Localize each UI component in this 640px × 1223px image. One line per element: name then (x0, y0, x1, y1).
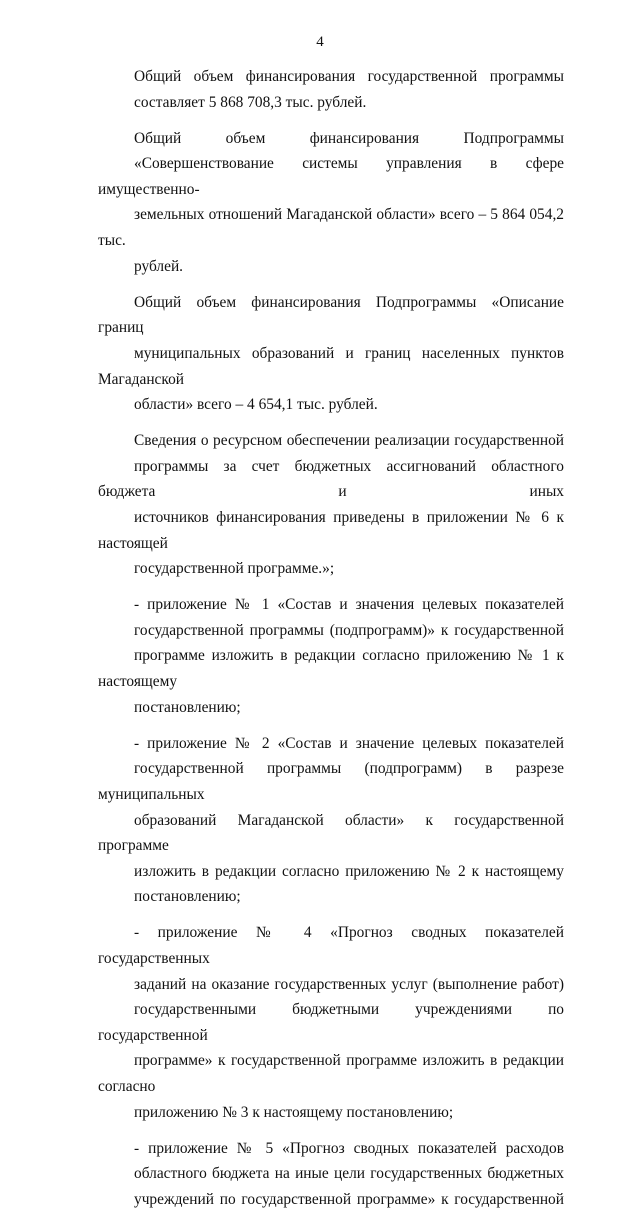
text-line: постановлению; (134, 698, 241, 716)
text-line: Общий объем финансирования Подпрограммы (134, 129, 564, 147)
text-line: программе» к государственной программе изложить в редакции согласно (98, 1052, 564, 1095)
text-line: «Совершенствование системы управления в сфере имущественно- (98, 155, 564, 198)
text-line: государственной программы (подпрограмм) в разрезе муниципальных (98, 760, 564, 803)
page-number: 4 (316, 34, 324, 50)
paragraph-appendix-4 (98, 920, 564, 1125)
text-line: составляет 5 868 708,3 тыс. рублей. (134, 93, 367, 111)
paragraph-subprogram-2-financing (98, 290, 564, 418)
text-line: Общий объем финансирования Подпрограммы «Описание границ (98, 293, 564, 337)
paragraph-appendix-1 (98, 592, 564, 720)
text-line: учреждений по государственной программе» к государственной (134, 1190, 564, 1208)
text-line: программе изложить в редакции согласно приложению № 1 к настоящему (98, 647, 564, 691)
paragraph-total-financing (98, 64, 564, 115)
text-line: области» всего – 4 654,1 тыс. рублей. (134, 396, 378, 414)
text-line: программы за счет бюджетных ассигнований областного бюджета и иных (98, 457, 564, 501)
text-line: государственной программы (подпрограмм)» к государственной (134, 621, 564, 639)
text-line: Общий объем финансирования государственной программы (134, 68, 564, 85)
text-line: рублей. (134, 257, 184, 275)
text-line: заданий на оказание государственных услуг (выполнение работ) (134, 975, 564, 993)
text-line: - приложение № 4 «Прогноз сводных показателей государственных (98, 924, 564, 967)
document-body (98, 64, 564, 1223)
paragraph-resource-info (98, 428, 564, 582)
text-line: изложить в редакции согласно приложению № 2 к настоящему (134, 862, 564, 880)
text-line: источников финансирования приведены в приложении № 6 к настоящей (98, 509, 564, 552)
text-line: Сведения о ресурсном обеспечении реализации государственной (134, 432, 564, 450)
text-line: - приложение № 5 «Прогноз сводных показателей расходов (134, 1139, 564, 1157)
paragraph-appendix-5 (98, 1136, 564, 1213)
text-line: постановлению; (134, 888, 241, 906)
text-line: - приложение № 2 «Состав и значение целевых показателей (134, 734, 564, 752)
text-line: областного бюджета на иные цели государственных бюджетных (134, 1165, 564, 1183)
text-line: государственной программе.»; (134, 560, 335, 578)
text-line: земельных отношений Магаданской области» всего – 5 864 054,2 тыс. (98, 206, 564, 250)
paragraph-subprogram-1-financing (98, 126, 564, 280)
text-line: приложению № 3 к настоящему постановлению; (134, 1103, 454, 1121)
paragraph-appendix-2 (98, 731, 564, 910)
text-line: государственными бюджетными учреждениями по государственной (98, 1001, 564, 1044)
text-line: - приложение № 1 «Состав и значения целевых показателей (134, 596, 564, 614)
text-line: муниципальных образований и границ населенных пунктов Магаданской (98, 344, 564, 388)
text-line: образований Магаданской области» к государственной программе (98, 811, 564, 855)
